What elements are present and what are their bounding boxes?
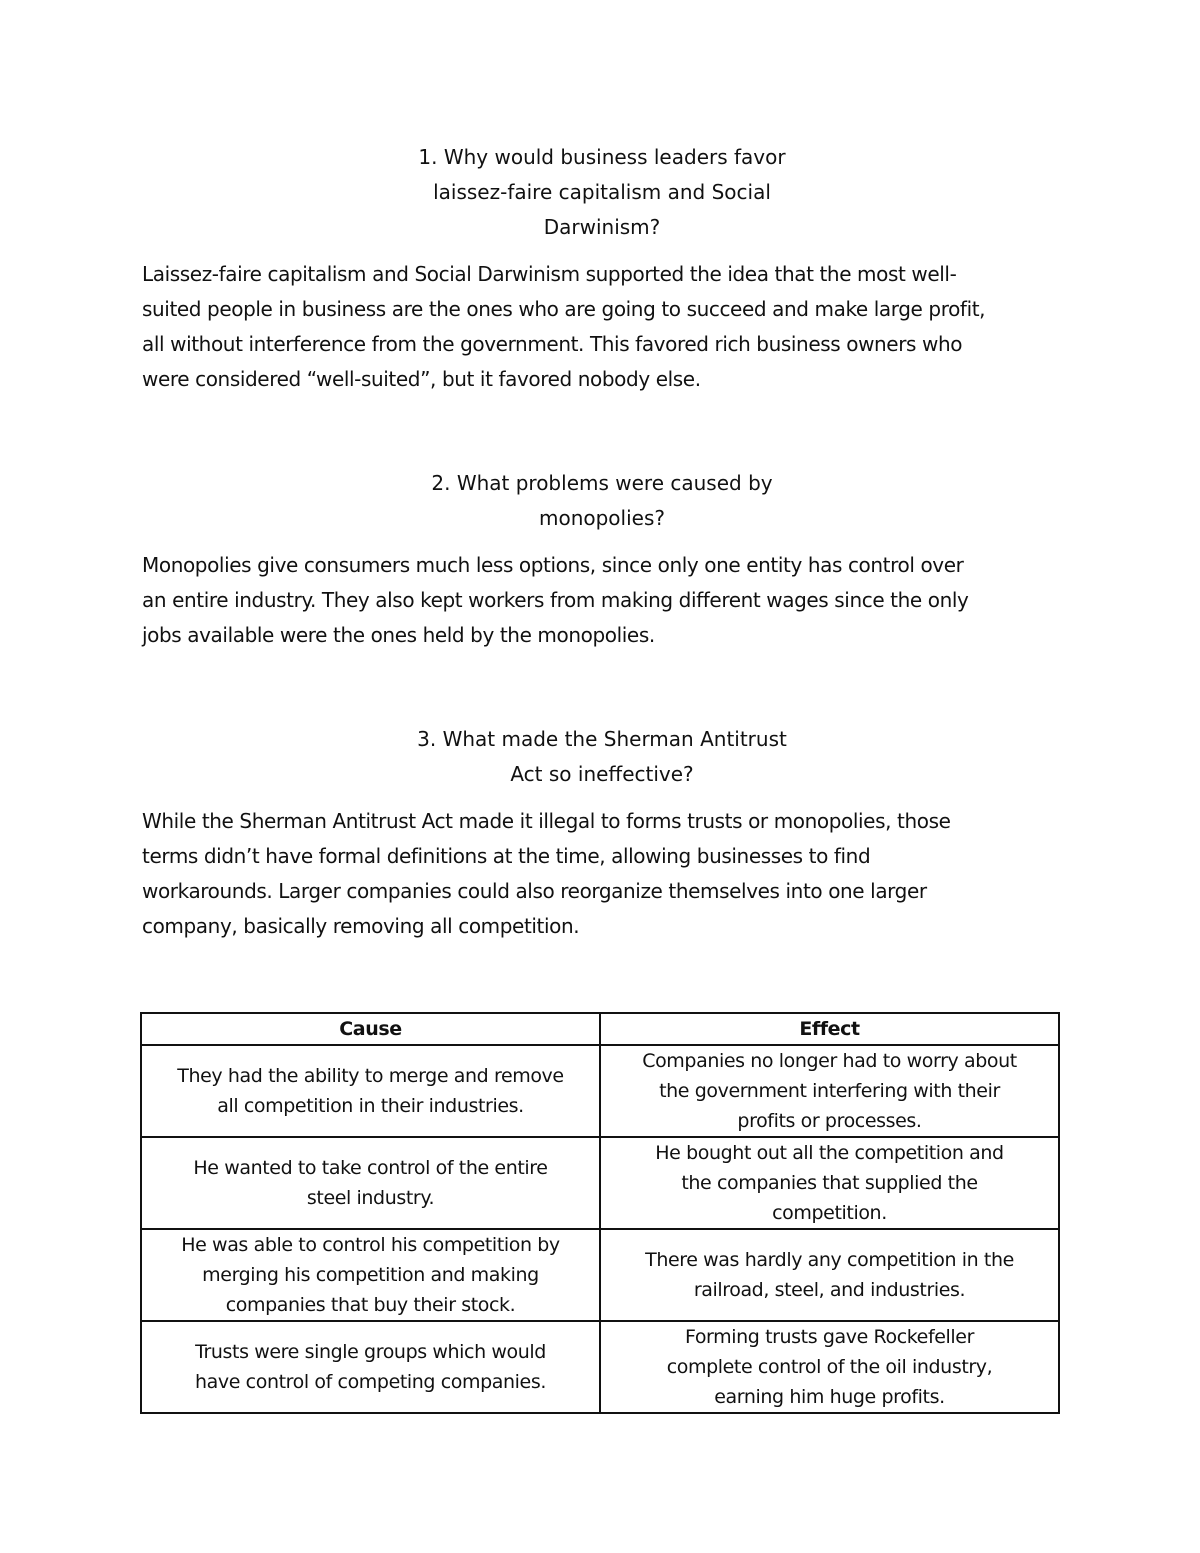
table-row [141,1045,1059,1137]
cell-line: steel industry. [306,1187,435,1209]
effect-cell [600,1229,1059,1321]
answer-line: were considered “well-suited”, but it favored nobody else. [142,367,701,391]
answer-line: jobs available were the ones held by the monopolies. [142,623,655,647]
effect-cell [600,1321,1059,1413]
cell-line: earning him huge profits. [714,1386,945,1408]
cell-line: Trusts were single groups which would [195,1341,546,1363]
table-row [141,1137,1059,1229]
effect-header: Effect [600,1013,1059,1045]
table-header-row [141,1013,1059,1045]
effect-cell [600,1137,1059,1229]
question-1 [142,140,1062,245]
question-block-1 [142,140,1062,397]
cause-cell [141,1045,600,1137]
question-2 [142,466,1062,536]
answer-1 [142,257,1062,397]
answer-line: Laissez-faire capitalism and Social Darwinism supported the idea that the most well- [142,262,957,286]
answer-line: suited people in business are the ones who are going to succeed and make large profit, [142,297,986,321]
question-line: Darwinism? [543,215,661,239]
cell-line: Forming trusts gave Rockefeller [684,1326,975,1348]
cell-line: have control of competing companies. [195,1371,546,1393]
answer-3 [142,804,1062,944]
answer-line: workarounds. Larger companies could also reorganize themselves into one larger [142,879,927,903]
question-line: laissez-faire capitalism and Social [433,180,771,204]
cell-line: He wanted to take control of the entire [193,1157,548,1179]
question-line: 3. What made the Sherman Antitrust [417,727,787,751]
cause-cell [141,1229,600,1321]
cell-line: the companies that supplied the [681,1172,978,1194]
cell-line: He was able to control his competition by [181,1234,560,1256]
answer-2 [142,548,1062,653]
question-line: 2. What problems were caused by [431,471,773,495]
answer-line: company, basically removing all competition. [142,914,580,938]
question-3 [142,722,1062,792]
cell-line: There was hardly any competition in the [645,1249,1014,1271]
question-line: Act so ineffective? [510,762,694,786]
cell-line: competition. [772,1202,887,1224]
answer-line: terms didn’t have formal definitions at the time, allowing businesses to find [142,844,871,868]
answer-line: While the Sherman Antitrust Act made it illegal to forms trusts or monopolies, those [142,809,951,833]
answer-line: Monopolies give consumers much less options, since only one entity has control over [142,553,964,577]
cell-line: the government interfering with their [659,1080,1000,1102]
question-block-2 [142,466,1062,653]
cause-cell [141,1321,600,1413]
cell-line: He bought out all the competition and [655,1142,1004,1164]
cell-line: merging his competition and making [202,1264,539,1286]
cause-header: Cause [141,1013,600,1045]
cell-line: complete control of the oil industry, [666,1356,993,1378]
cell-line: companies that buy their stock. [225,1294,516,1316]
cell-line: They had the ability to merge and remove [177,1065,564,1087]
question-line: 1. Why would business leaders favor [418,145,786,169]
cause-cell [141,1137,600,1229]
answer-line: an entire industry. They also kept workers from making different wages since the only [142,588,969,612]
effect-cell [600,1045,1059,1137]
question-line: monopolies? [538,506,665,530]
cell-line: Companies no longer had to worry about [642,1050,1017,1072]
cause-effect-table [140,1012,1060,1414]
cell-line: profits or processes. [737,1110,922,1132]
cell-line: all competition in their industries. [217,1095,524,1117]
table-row [141,1321,1059,1413]
cell-line: railroad, steel, and industries. [693,1279,966,1301]
table-row [141,1229,1059,1321]
question-block-3 [142,722,1062,944]
answer-line: all without interference from the government. This favored rich business owners who [142,332,963,356]
